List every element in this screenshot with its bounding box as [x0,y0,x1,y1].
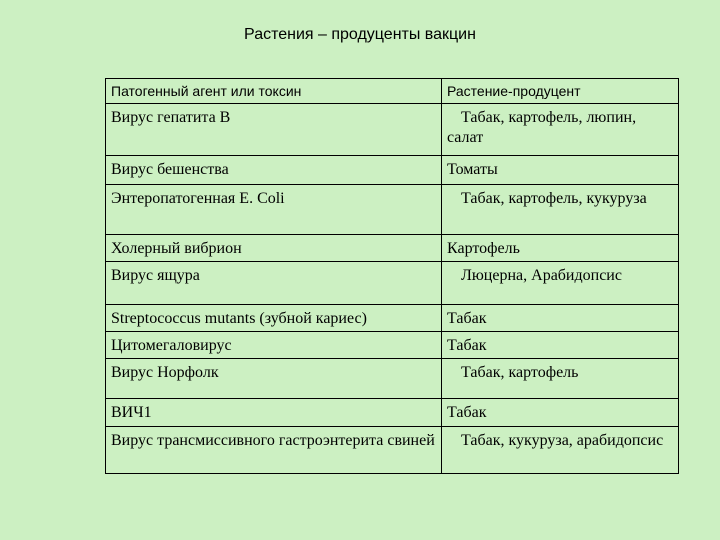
plant-cell: Табак, картофель, люпин, салат [442,104,679,156]
agent-cell: Вирус Норфолк [106,359,442,399]
table-row [106,427,679,474]
table-row [106,359,679,399]
plant-cell: Табак, картофель, кукуруза [442,185,679,235]
plant-cell: Табак [442,332,679,359]
plant-cell: Люцерна, Арабидопсис [442,262,679,305]
plant-cell: Табак [442,399,679,427]
agent-cell: Энтеропатогенная E. Coli [106,185,442,235]
table-row [106,305,679,332]
plant-cell: Табак, кукуруза, арабидопсис [442,427,679,474]
table-row [106,156,679,185]
plant-cell: Картофель [442,235,679,262]
plant-cell: Табак [442,305,679,332]
vaccine-table [105,78,679,474]
column-header-agent: Патогенный агент или токсин [106,79,442,104]
table-row [106,332,679,359]
table-header-row [106,79,679,104]
agent-cell: Вирус ящура [106,262,442,305]
agent-cell: Streptococcus mutants (зубной кариес) [106,305,442,332]
agent-cell: Вирус трансмиссивного гастроэнтерита свиней [106,427,442,474]
agent-cell: ВИЧ1 [106,399,442,427]
agent-cell: Цитомегаловирус [106,332,442,359]
table-row [106,185,679,235]
table-row [106,262,679,305]
plant-cell: Табак, картофель [442,359,679,399]
agent-cell: Холерный вибрион [106,235,442,262]
table-row [106,235,679,262]
agent-cell: Вирус бешенства [106,156,442,185]
agent-cell: Вирус гепатита В [106,104,442,156]
table-row [106,104,679,156]
plant-cell: Томаты [442,156,679,185]
page-title: Растения – продуценты вакцин [244,26,476,43]
table-row [106,399,679,427]
column-header-plant: Растение-продуцент [442,79,679,104]
